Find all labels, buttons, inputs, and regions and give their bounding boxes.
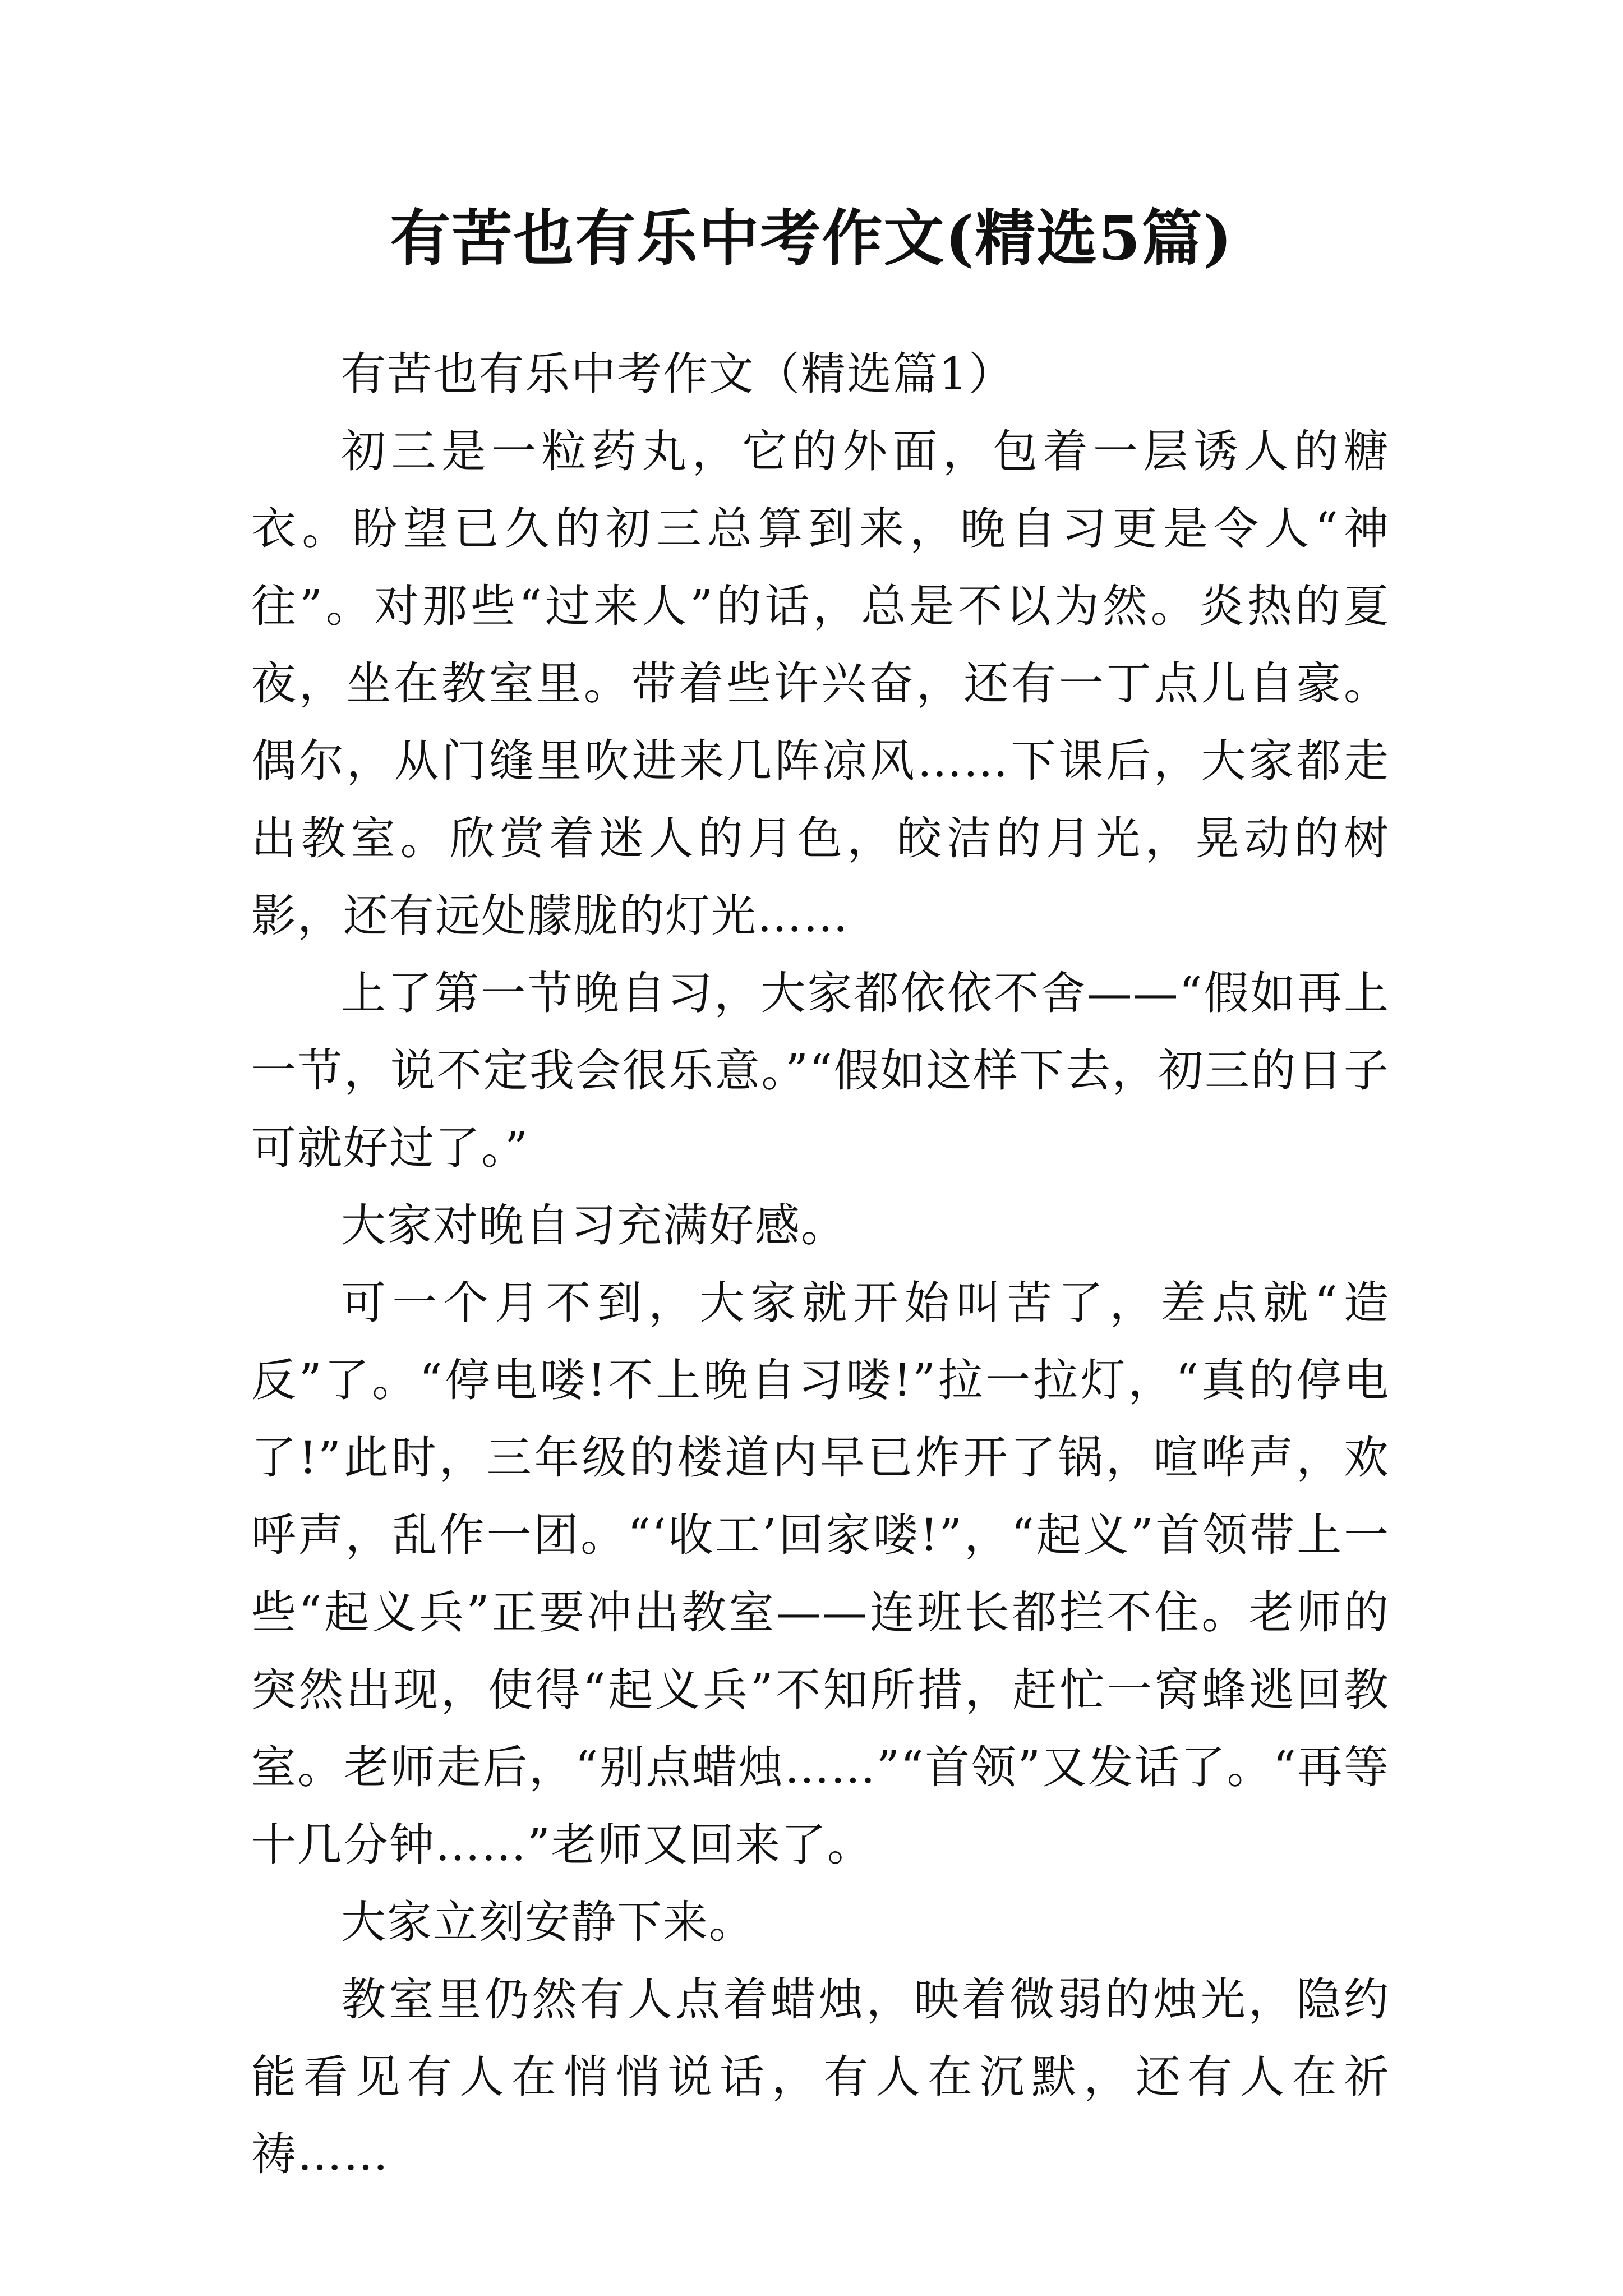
body-paragraph: 初三是一粒药丸，它的外面，包着一层诱人的糖衣。盼望已久的初三总算到来，晚自习更是令人“神往”。对那些“过来人”的话，总是不以为然。炎热的夏夜，坐在教室里。带着些许兴奋，还有一丁点儿自豪。偶尔，从门缝里吹进来几阵凉风……下课后，大家都走出教室。欣赏着迷人的月色，皎洁的月光，晃动的树影，还有远处朦胧的灯光……	[251, 425, 1390, 942]
body-paragraph: 教室里仍然有人点着蜡烛，映着微弱的烛光，隐约能看见有人在悄悄说话，有人在沉默，还有人在祈祷……	[251, 1973, 1390, 2180]
body-paragraph: 大家对晚自习充满好感。	[341, 1199, 847, 1251]
section-heading: 有苦也有乐中考作文（精选篇1）	[341, 348, 1015, 400]
body-paragraph: 上了第一节晚自习，大家都依依不舍——“假如再上一节，说不定我会很乐意。”“假如这样下去，初三的日子可就好过了。”	[251, 967, 1390, 1174]
body-paragraph: 可一个月不到，大家就开始叫苦了，差点就“造反”了。“停电喽!不上晚自习喽!”拉一拉灯，“真的停电了!”此时，三年级的楼道内早已炸开了锅，喧哗声，欢呼声，乱作一团。“‘收工’回家喽!”，“起义”首领带上一些“起义兵”正要冲出教室——连班长都拦不住。老师的突然出现，使得“起义兵”不知所措，赶忙一窝蜂逃回教室。老师走后，“别点蜡烛……”“首领”又发话了。“再等十几分钟……”老师又回来了。	[251, 1277, 1390, 1871]
document-body	[251, 335, 1390, 2193]
document-title: 有苦也有乐中考作文(精选5篇)	[390, 203, 1233, 274]
body-paragraph: 大家立刻安静下来。	[341, 1896, 755, 1948]
